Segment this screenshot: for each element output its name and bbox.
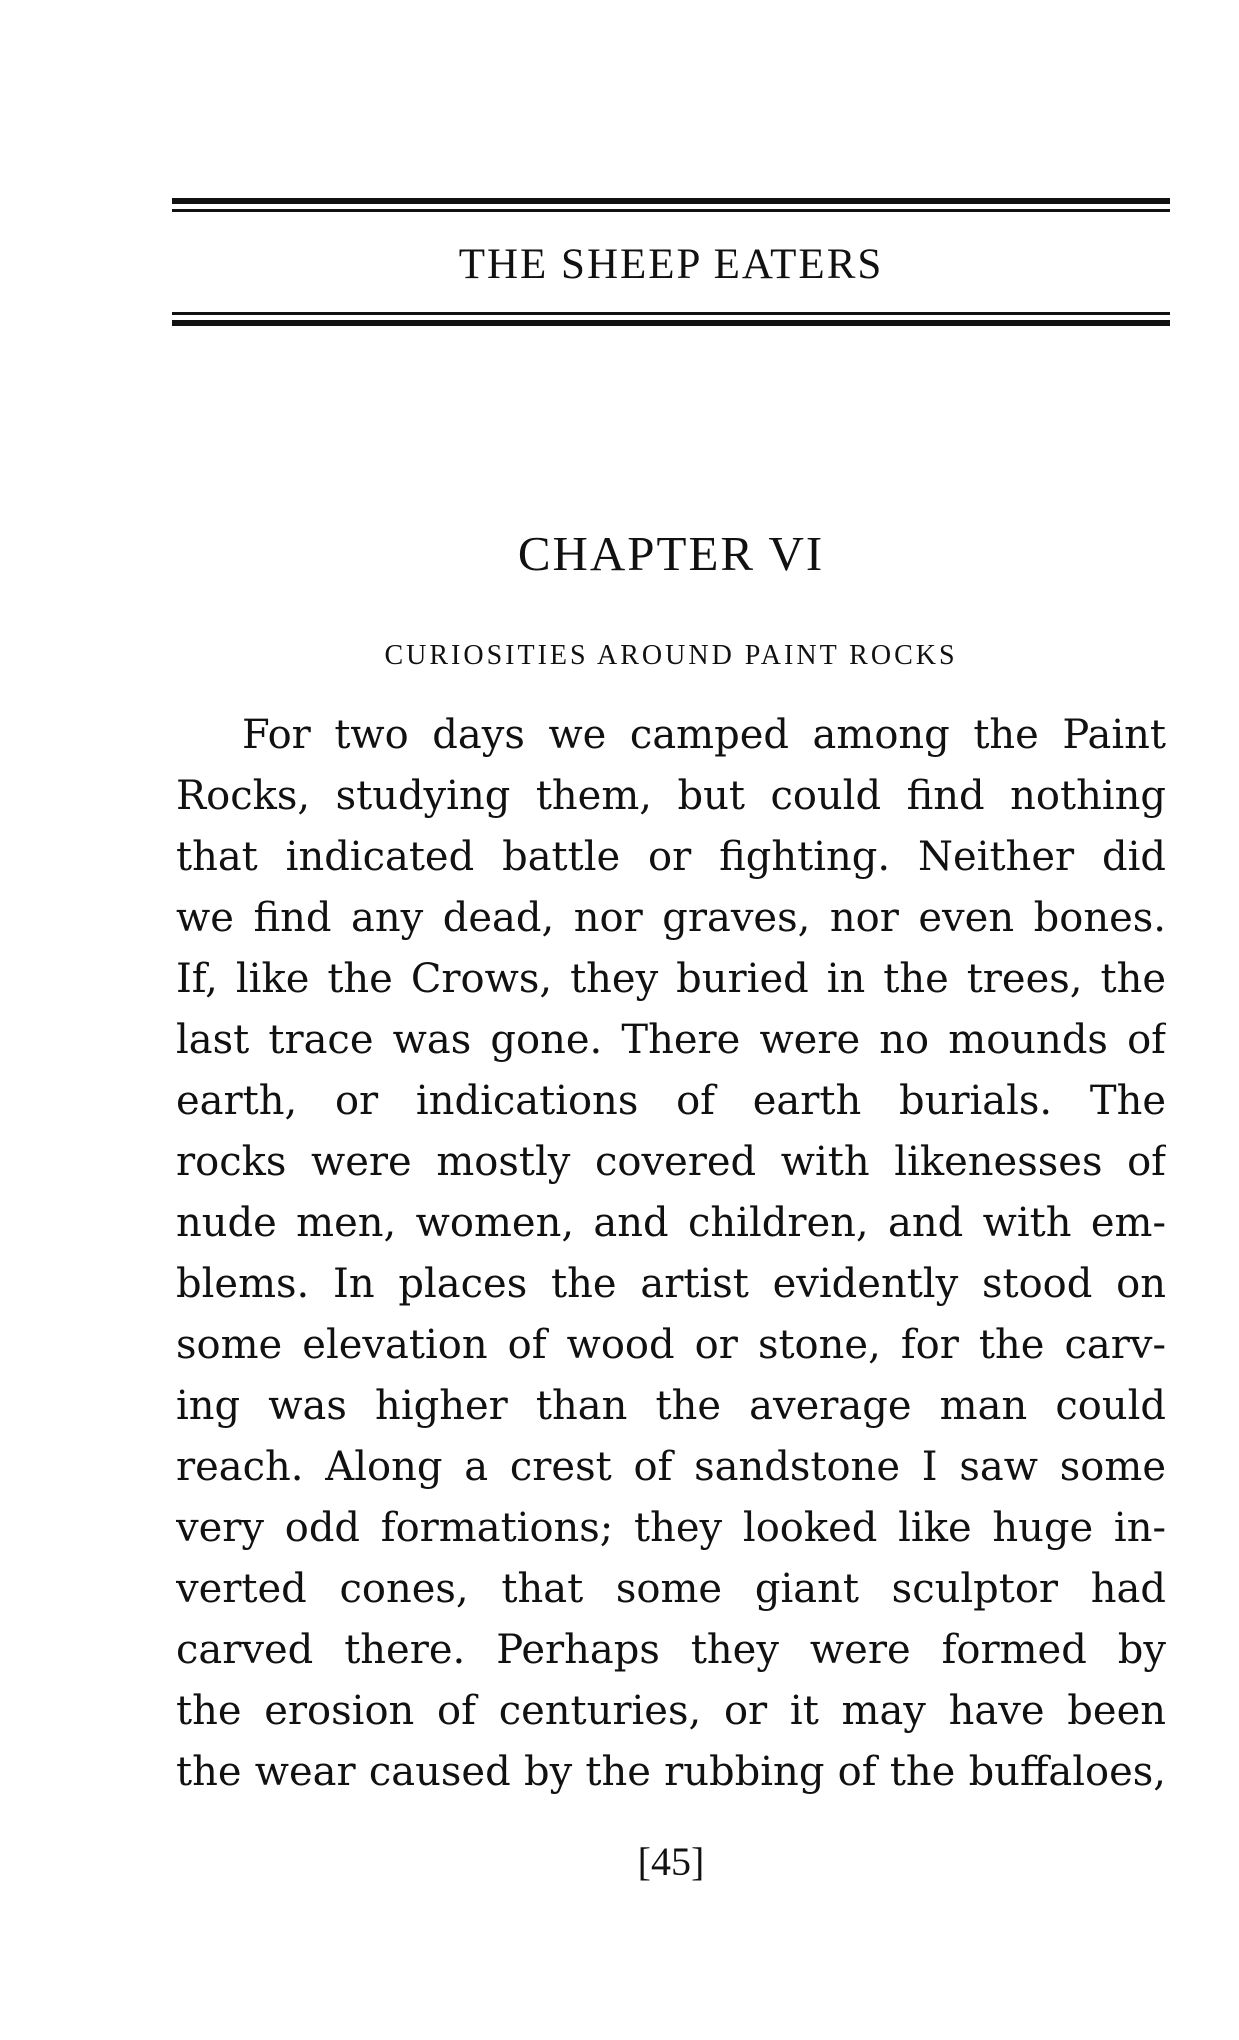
rule-line	[172, 209, 1170, 212]
text-line: the erosion of centuries, or it may have been	[176, 1688, 1166, 1734]
running-head: THE SHEEP EATERS	[458, 241, 884, 288]
text-line: some elevation of wood or stone, for the carv-	[176, 1322, 1166, 1368]
text-line: reach. Along a crest of sandstone I saw some	[176, 1444, 1166, 1490]
text-line: that indicated battle or fighting. Neither did	[176, 834, 1166, 880]
chapter-title: CHAPTER VI	[517, 526, 825, 581]
text-line: we find any dead, nor graves, nor even bones.	[176, 895, 1166, 941]
text-line: last trace was gone. There were no mounds of	[176, 1017, 1166, 1063]
text-line: the wear caused by the rubbing of the buffaloes,	[176, 1749, 1166, 1795]
text-line: blems. In places the artist evidently stood on	[176, 1261, 1166, 1307]
text-line: nude men, women, and children, and with em-	[176, 1200, 1166, 1246]
text-line: earth, or indications of earth burials. The	[176, 1078, 1166, 1124]
header-rule-top	[172, 198, 1170, 212]
text-line: verted cones, that some giant sculptor had	[176, 1566, 1166, 1612]
page-number: [45]	[637, 1839, 705, 1884]
text-line: For two days we camped among the Paint	[242, 712, 1166, 758]
text-line: carved there. Perhaps they were formed by	[176, 1627, 1166, 1673]
body-text	[176, 705, 1166, 1803]
chapter-subtitle: CURIOSITIES AROUND PAINT ROCKS	[384, 640, 958, 671]
text-line: rocks were mostly covered with likenesses of	[176, 1139, 1166, 1185]
text-line: If, like the Crows, they buried in the trees, the	[176, 956, 1166, 1002]
text-line: Rocks, studying them, but could find nothing	[176, 773, 1166, 819]
text-line: very odd formations; they looked like huge in-	[176, 1505, 1166, 1551]
text-line: ing was higher than the average man could	[176, 1383, 1166, 1429]
header-rule-bottom	[172, 312, 1170, 326]
rule-line	[172, 320, 1170, 326]
